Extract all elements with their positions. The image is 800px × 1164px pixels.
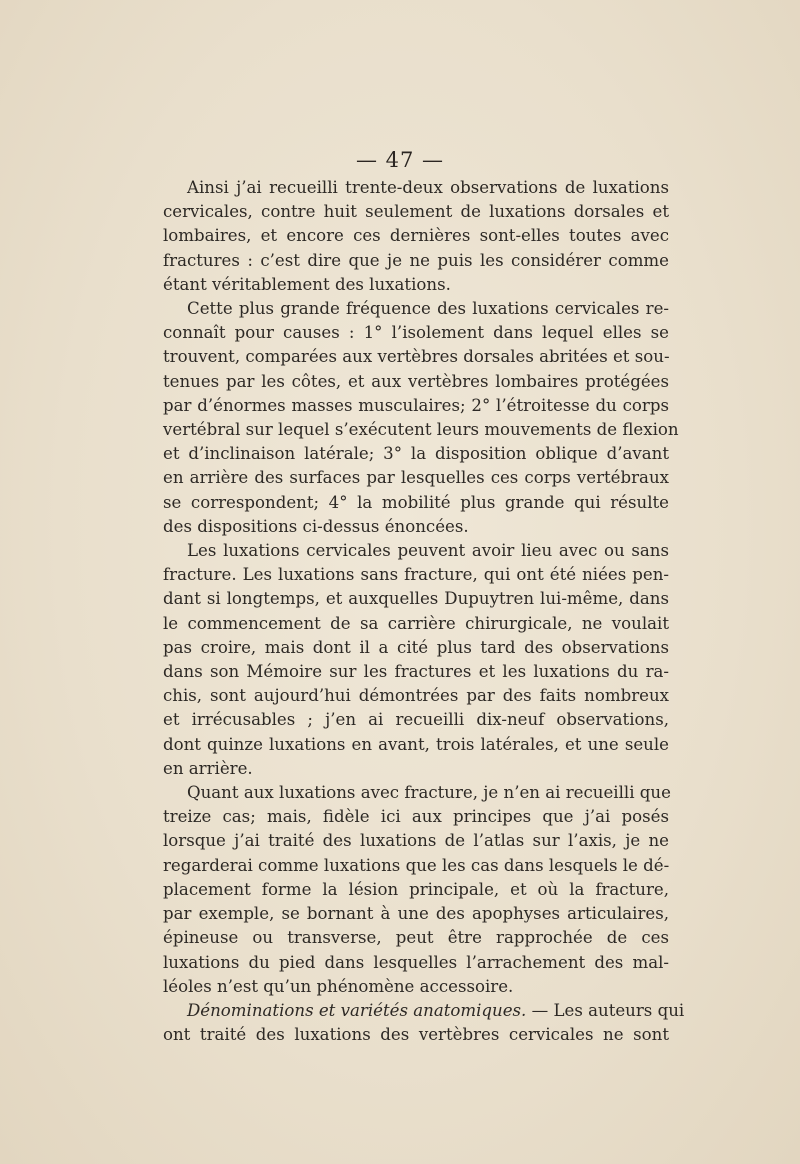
text-line: en arrière des surfaces par lesquelles ces corps vertébraux (163, 468, 669, 488)
text-line: des dispositions ci-dessus énoncées. (163, 516, 469, 536)
page-number: — 47 — (355, 148, 445, 172)
text-line: regarderai comme luxations que les cas dans lesquels le dé- (163, 855, 670, 875)
text-line: dant si longtemps, et auxquelles Dupuytren lui-même, dans (163, 589, 669, 609)
text-line: en arrière. (163, 758, 253, 778)
text-line: Quant aux luxations avec fracture, je n’en ai recueilli que (187, 783, 671, 803)
text-line: pas croire, mais dont il a cité plus tard des observations (163, 637, 669, 657)
text-line: connaît pour causes : 1° l’isolement dans lequel elles se (163, 323, 669, 343)
text-line: trouvent, comparées aux vertèbres dorsales abritées et sou- (163, 347, 670, 367)
text-line: placement forme la lésion principale, et où la fracture, (163, 879, 669, 899)
text-line: Ainsi j’ai recueilli trente-deux observations de luxations (187, 178, 669, 197)
text-line: lombaires, et encore ces dernières sont-elles toutes avec (163, 226, 669, 246)
text-line: étant véritablement des luxations. (163, 274, 451, 294)
text-line-final: ont traité des luxations des vertèbres cervicales ne sont (163, 1025, 669, 1045)
text-line: et d’inclinaison latérale; 3° la disposition oblique d’avant (163, 444, 669, 464)
text-line: fracture. Les luxations sans fracture, qui ont été niées pen- (163, 565, 669, 585)
text-line: épineuse ou transverse, peut être rapprochée de ces (163, 928, 669, 948)
section-heading-continuation: — Les auteurs qui (526, 1000, 685, 1020)
text-line: Cette plus grande fréquence des luxations cervicales re- (187, 299, 669, 319)
text-line: luxations du pied dans lesquelles l’arrachement des mal- (163, 952, 669, 972)
text-line: dans son Mémoire sur les fractures et les luxations du ra- (163, 662, 669, 682)
text-line: tenues par les côtes, et aux vertèbres lombaires protégées (163, 371, 669, 391)
text-line: se correspondent; 4° la mobilité plus grande qui résulte (163, 492, 669, 512)
text-line: dont quinze luxations en avant, trois latérales, et une seule (163, 734, 669, 754)
text-line: par d’énormes masses musculaires; 2° l’étroitesse du corps (163, 395, 669, 415)
text-line: Les luxations cervicales peuvent avoir lieu avec ou sans (187, 541, 669, 561)
text-line: cervicales, contre huit seulement de luxations dorsales et (163, 202, 669, 222)
text-line: fractures : c’est dire que je ne puis les considérer comme (163, 250, 669, 270)
section-heading: Dénominations et variétés anatomiques. (187, 1000, 527, 1020)
text-line: chis, sont aujourd’hui démontrées par des faits nombreux (163, 686, 669, 706)
text-line: le commencement de sa carrière chirurgicale, ne voulait (163, 613, 669, 633)
text-line: treize cas; mais, fidèle ici aux principes que j’ai posés (163, 807, 669, 827)
text-line: par exemple, se bornant à une des apophyses articulaires, (163, 904, 669, 924)
text-line: léoles n’est qu’un phénomène accessoire. (163, 976, 514, 996)
text-line: et irrécusables ; j’en ai recueilli dix-neuf observations, (163, 710, 669, 730)
section-heading-line (163, 999, 685, 1023)
body-text (163, 176, 685, 1047)
text-line: lorsque j’ai traité des luxations de l’atlas sur l’axis, je ne (163, 831, 669, 851)
text-lines (163, 176, 679, 999)
text-line: vertébral sur lequel s’exécutent leurs mouvements de flexion (163, 420, 679, 440)
